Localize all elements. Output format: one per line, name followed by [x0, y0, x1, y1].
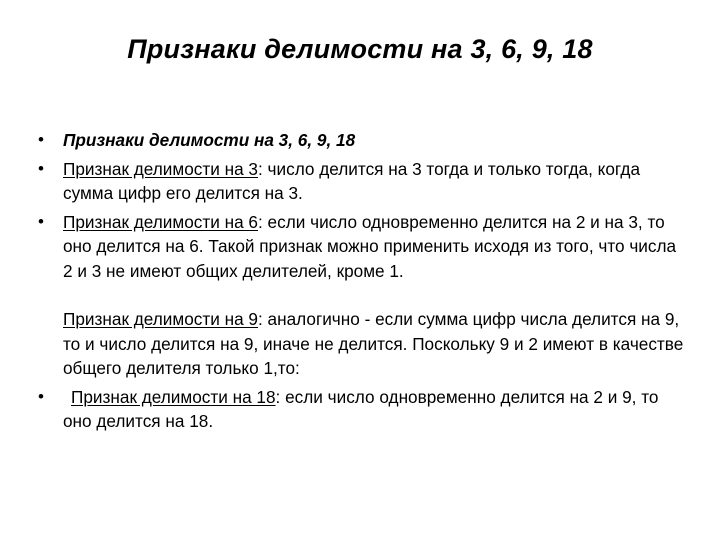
- list-heading: Признаки делимости на 3, 6, 9, 18: [63, 130, 356, 150]
- paragraph-gap: [63, 283, 690, 307]
- rule-text-9: : аналогично - если сумма цифр числа делится на 9, то и число делится на 9, иначе не делится. Поскольку 9 и 2 имеют в качестве общего делителя только 1,то:: [63, 309, 684, 378]
- bullet-icon: •: [38, 386, 44, 406]
- list-item: [38, 385, 690, 434]
- rule-text-18: : если число одновременно делится на 2 и 9, то оно делится на 18.: [63, 386, 659, 431]
- list-item: [38, 157, 690, 206]
- bullet-icon: •: [38, 211, 44, 231]
- rule-term-18: Признак делимости на 18: [71, 386, 276, 407]
- bullet-icon: •: [38, 130, 44, 149]
- bullet-list: [38, 128, 690, 438]
- bullet-icon: •: [38, 158, 44, 178]
- rule-text-3: : число делится на 3 тогда и только тогда, когда сумма цифр его делится на 3.: [63, 158, 641, 203]
- rule-term-6: Признак делимости на 6: [63, 211, 258, 232]
- rule-term-3: Признак делимости на 3: [63, 158, 258, 179]
- rule-text-6: : если число одновременно делится на 2 и на 3, то оно делится на 6. Такой признак можно применить исходя из того, что числа 2 и 3 не имеют общих делителей, кроме 1.: [63, 211, 677, 281]
- list-item: [38, 128, 690, 153]
- slide-title: Признаки делимости на 3, 6, 9, 18: [127, 34, 593, 64]
- list-item: [38, 210, 690, 381]
- rule-term-9: Признак делимости на 9: [63, 309, 258, 329]
